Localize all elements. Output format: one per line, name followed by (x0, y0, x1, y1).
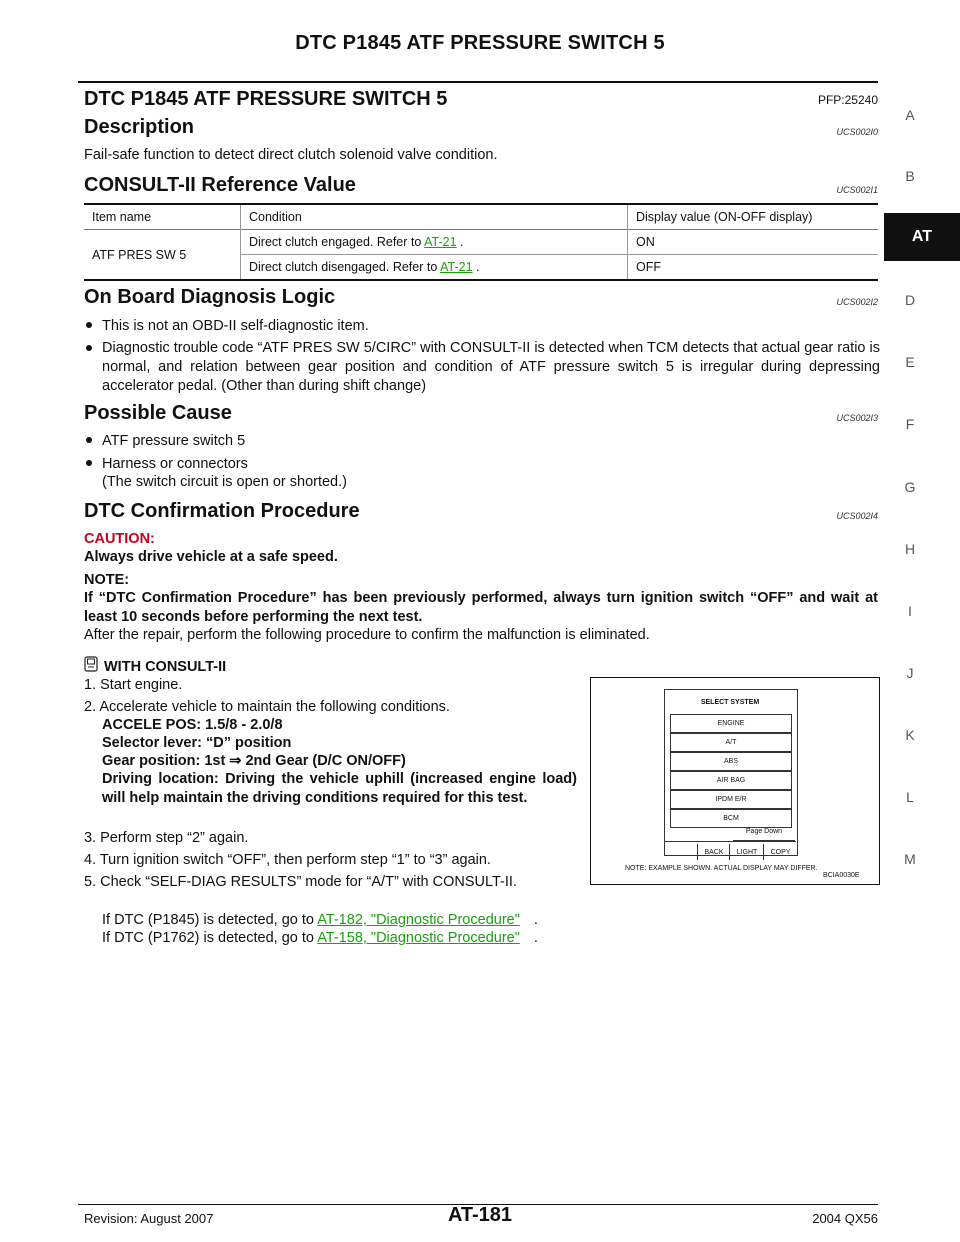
after-repair-text: After the repair, perform the following procedure to confirm the malfunction is eliminated. (84, 627, 650, 643)
obd-logic-code: UCS002I2 (836, 297, 878, 307)
if-p1762 (102, 929, 538, 948)
bullet-icon (86, 322, 92, 328)
cause-bullet-1 (86, 432, 245, 451)
copy-button[interactable]: COPY (763, 844, 797, 860)
page-number: AT-181 (447, 1204, 513, 1226)
description-code: UCS002I0 (836, 127, 878, 137)
footer-model: 2004 QX56 (812, 1211, 878, 1226)
row2-link[interactable]: AT-21 (440, 260, 473, 274)
row1-condition-text: Direct clutch engaged. Refer to (249, 235, 422, 249)
cond-selector-lever: Selector lever: “D” position (102, 735, 292, 751)
side-index-i[interactable]: I (908, 603, 912, 619)
footer-revision: Revision: August 2007 (84, 1211, 214, 1226)
if-p1845-dot: . (533, 912, 538, 928)
side-index-h[interactable]: H (904, 541, 916, 557)
system-abs-button[interactable]: ABS (670, 752, 792, 771)
page-down-button[interactable]: Page Down (733, 828, 795, 841)
side-index-f[interactable]: F (905, 416, 915, 432)
caution-text: Always drive vehicle at a safe speed. (84, 549, 338, 565)
bullet-icon (86, 460, 92, 466)
cond-accele-pos: ACCELE POS: 1.5/8 - 2.0/8 (102, 717, 283, 733)
if-p1762-dot: . (533, 930, 538, 946)
side-index-e[interactable]: E (905, 354, 915, 370)
note-text: If “DTC Confirmation Procedure” has been previously performed, always turn ignition switch “OFF” and wait at least 10 seconds before performing the next test. (84, 590, 878, 625)
side-index-a[interactable]: A (905, 107, 915, 123)
side-index-g[interactable]: G (904, 479, 916, 495)
system-airbag-button[interactable]: AIR BAG (670, 771, 792, 790)
system-ipdm-button[interactable]: IPDM E/R (670, 790, 792, 809)
system-at-button[interactable]: A/T (670, 733, 792, 752)
cause-bullet-2-line2: (The switch circuit is open or shorted.) (102, 474, 347, 490)
step-4: 4. Turn ignition switch “OFF”, then perform step “1” to “3” again. (84, 852, 491, 868)
link-at-182[interactable]: AT-182, "Diagnostic Procedure" (317, 912, 520, 928)
section-title: DTC P1845 ATF PRESSURE SWITCH 5 (84, 88, 448, 110)
side-index-at-active[interactable]: AT (884, 213, 960, 261)
bullet-icon (86, 345, 92, 351)
light-button[interactable]: LIGHT (729, 844, 764, 860)
row2-suffix: . (476, 260, 480, 274)
description-heading: Description (84, 116, 195, 138)
step-5: 5. Check “SELF-DIAG RESULTS” mode for “A/T” with CONSULT-II. (84, 874, 517, 890)
step-2: 2. Accelerate vehicle to maintain the following conditions. (84, 699, 450, 715)
description-text: Fail-safe function to detect direct clutch solenoid valve condition. (84, 147, 498, 163)
side-index-j[interactable]: J (906, 665, 914, 681)
possible-cause-code: UCS002I3 (836, 413, 878, 423)
page-header-title: DTC P1845 ATF PRESSURE SWITCH 5 (295, 32, 665, 54)
consult-screen-figure (590, 677, 880, 885)
screen-title: SELECT SYSTEM (700, 699, 760, 706)
dtc-confirm-heading: DTC Confirmation Procedure (84, 500, 360, 522)
figure-note: NOTE: EXAMPLE SHOWN. ACTUAL DISPLAY MAY DIFFER. (625, 865, 818, 872)
col-condition: Condition (241, 204, 628, 230)
row2-condition-text: Direct clutch disengaged. Refer to (249, 260, 438, 274)
row1-suffix: . (460, 235, 464, 249)
with-consult-ii-text: WITH CONSULT-II (104, 658, 227, 675)
consult-ref-heading: CONSULT-II Reference Value (84, 174, 356, 196)
cause-bullet-2-text: Harness or connectors (102, 456, 248, 472)
row1-link[interactable]: AT-21 (424, 235, 457, 249)
obd-bullet-1 (86, 317, 880, 336)
row2-display: OFF (628, 255, 879, 281)
col-item-name: Item name (92, 210, 152, 224)
figure-code: BCIA0030E (823, 872, 860, 879)
with-consult-ii (84, 656, 226, 678)
if-p1845-text: If DTC (P1845) is detected, go to (102, 912, 314, 928)
link-at-158[interactable]: AT-158, "Diagnostic Procedure" (317, 930, 520, 946)
note-label: NOTE: (84, 572, 130, 588)
row1-display: ON (628, 230, 879, 255)
possible-cause-heading: Possible Cause (84, 402, 232, 424)
cause-bullet-2 (86, 455, 248, 474)
col-display-value: Display value (ON-OFF display) (628, 204, 879, 230)
obd-logic-heading: On Board Diagnosis Logic (84, 286, 336, 308)
obd-bullet-1-text: This is not an OBD-II self-diagnostic item. (102, 318, 369, 334)
obd-bullet-2-text: Diagnostic trouble code “ATF PRES SW 5/CIRC” with CONSULT-II is detected when TCM detects that actual gear ratio is normal, and relation between gear position and condition of ATF pressure switch 5 is irregular during depressing accelerator pedal. (Other than during shift change) (102, 340, 880, 394)
obd-bullet-2 (86, 339, 880, 396)
dtc-confirm-code: UCS002I4 (836, 511, 878, 521)
side-index-m[interactable]: M (904, 851, 916, 867)
side-index-k[interactable]: K (905, 727, 915, 743)
item-atf-pres-sw-5: ATF PRES SW 5 (92, 247, 187, 262)
side-index-d[interactable]: D (904, 292, 916, 308)
consult-ref-code: UCS002I1 (836, 185, 878, 195)
step-1: 1. Start engine. (84, 677, 183, 693)
row2-condition (241, 255, 628, 281)
cond-gear-position: Gear position: 1st ⇒ 2nd Gear (D/C ON/OFF) (102, 753, 406, 769)
if-p1845 (102, 911, 538, 930)
side-index-l[interactable]: L (906, 789, 914, 805)
back-button[interactable]: BACK (697, 844, 730, 860)
system-engine-button[interactable]: ENGINE (670, 714, 792, 733)
header-rule (78, 81, 878, 83)
cond-driving-location: Driving location: Driving the vehicle uphill (increased engine load) will help maintain the driving conditions required for this test. (102, 771, 577, 806)
system-bcm-button[interactable]: BCM (670, 809, 792, 828)
consult-ref-table (84, 203, 878, 281)
side-index-b[interactable]: B (905, 168, 915, 184)
if-p1762-text: If DTC (P1762) is detected, go to (102, 930, 314, 946)
step-3: 3. Perform step “2” again. (84, 830, 249, 846)
caution-label: CAUTION: (84, 531, 155, 547)
bullet-icon (86, 437, 92, 443)
cause-bullet-1-text: ATF pressure switch 5 (102, 433, 246, 449)
pfp-code: PFP:25240 (817, 93, 878, 107)
row1-condition (241, 230, 628, 255)
consult-tool-icon (84, 656, 98, 678)
